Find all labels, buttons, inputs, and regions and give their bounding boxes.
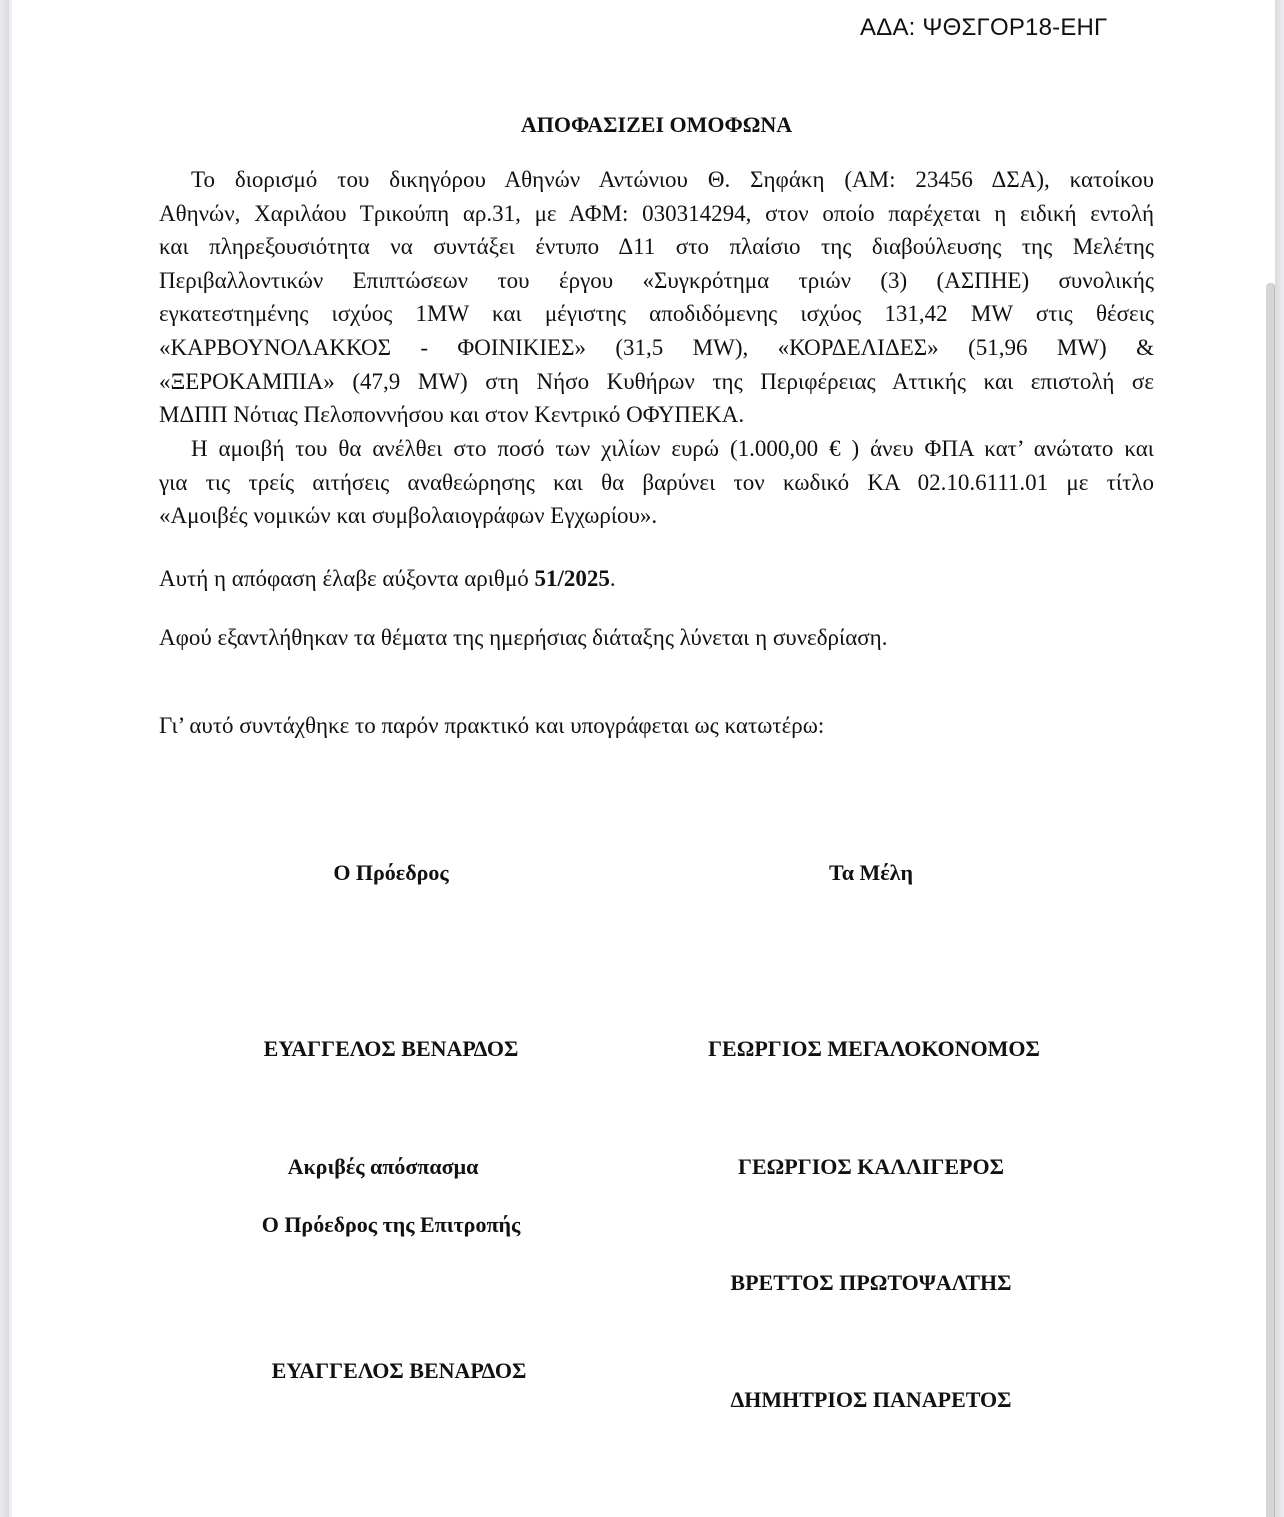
paragraph-line: «ΞΕΡΟΚΑΜΠΙΑ» (47,9 MW) στη Νήσο Κυθήρων της Περιφέρειας Αττικής και επιστολή σε	[159, 368, 1154, 394]
paragraph-line: «ΚΑΡΒΟΥΝΟΛΑΚΚΟΣ - ΦΟΙΝΙΚΙΕΣ» (31,5 MW), «ΚΟΡΔΕΛΙΔΕΣ» (51,96 MW) &	[159, 334, 1154, 360]
left-gutter	[0, 0, 9, 1517]
vertical-scrollbar-thumb[interactable]	[1266, 283, 1275, 1517]
paragraph-line: για τις τρείς αιτήσεις αναθεώρησης και θα βαρύνει τον κωδικό ΚΑ 02.10.6111.01 με τίτλο	[159, 469, 1154, 495]
decision-number: 51/2025	[534, 566, 610, 591]
committee-president-title: Ο Πρόεδρος της Επιτροπής	[261, 1212, 521, 1237]
right-gutter	[1275, 0, 1284, 1517]
decision-number-suffix: .	[609, 566, 616, 591]
committee-president-name: ΕΥΑΓΓΕΛΟΣ ΒΕΝΑΡΔΟΣ	[271, 1358, 527, 1383]
decision-heading: ΑΠΟΦΑΣΙΖΕΙ ΟΜΟΦΩΝΑ	[520, 112, 793, 137]
ada-code: ΑΔΑ: ΨΘΣΓΟΡ18-ΕΗΓ	[860, 14, 1108, 41]
paragraph-line: «Αμοιβές νομικών και συμβολαιογράφων Εγχωρίου».	[159, 503, 658, 529]
paragraph-line: Αθηνών, Χαριλάου Τρικούπη αρ.31, με ΑΦΜ: 030314294, στον οποίο παρέχεται η ειδική εντολή	[159, 200, 1154, 226]
exact-extract-label: Ακριβές απόσπασμα	[287, 1154, 479, 1179]
decision-number-line	[159, 566, 616, 592]
paragraph-line: Η αμοιβή του θα ανέλθει στο ποσό των χιλίων ευρώ (1.000,00 € ) άνευ ΦΠΑ κατ’ ανώτατο και	[191, 436, 1154, 461]
member-name: ΔΗΜΗΤΡΙΟΣ ΠΑΝΑΡΕΤΟΣ	[730, 1387, 1012, 1412]
decision-number-prefix: Αυτή η απόφαση έλαβε αύξοντα αριθμό	[159, 566, 535, 591]
paragraph-line: Το διορισμό του δικηγόρου Αθηνών Αντώνιου Θ. Σηφάκη (ΑΜ: 23456 ΔΣΑ), κατοίκου	[191, 167, 1154, 192]
paragraph-line: και πληρεξουσιότητα να συντάξει έντυπο Δ11 στο πλαίσιο της διαβούλευσης της Μελέτης	[159, 234, 1154, 260]
fee-paragraph	[159, 432, 1154, 533]
appointment-paragraph	[159, 163, 1154, 432]
member-name: ΒΡΕΤΤΟΣ ΠΡΩΤΟΨΑΛΤΗΣ	[730, 1270, 1012, 1295]
members-title: Τα Μέλη	[829, 860, 913, 885]
member-name: ΓΕΩΡΓΙΟΣ ΚΑΛΛΙΓΕΡΟΣ	[738, 1154, 1004, 1179]
paragraph-line: Περιβαλλοντικών Επιπτώσεων του έργου «Συγκρότημα τριών (3) (ΑΣΠΗΕ) συνολικής	[159, 267, 1154, 293]
session-closed-text: Αφού εξαντλήθηκαν τα θέματα της ημερήσιας διάταξης λύνεται η συνεδρίαση.	[159, 625, 888, 650]
paragraph-line: ΜΔΠΠ Νότιας Πελοποννήσου και στον Κεντρικό ΟΦΥΠΕΚΑ.	[159, 402, 745, 428]
signing-note: Γι’ αυτό συντάχθηκε το παρόν πρακτικό και υπογράφεται ως κατωτέρω:	[159, 713, 825, 738]
president-title: Ο Πρόεδρος	[333, 860, 449, 885]
member-name: ΓΕΩΡΓΙΟΣ ΜΕΓΑΛΟΚΟΝΟΜΟΣ	[708, 1036, 1040, 1061]
president-name: ΕΥΑΓΓΕΛΟΣ ΒΕΝΑΡΔΟΣ	[263, 1036, 519, 1061]
paragraph-line: εγκατεστημένης ισχύος 1MW και μέγιστης αποδιδόμενης ισχύος 131,42 MW στις θέσεις	[159, 301, 1154, 327]
